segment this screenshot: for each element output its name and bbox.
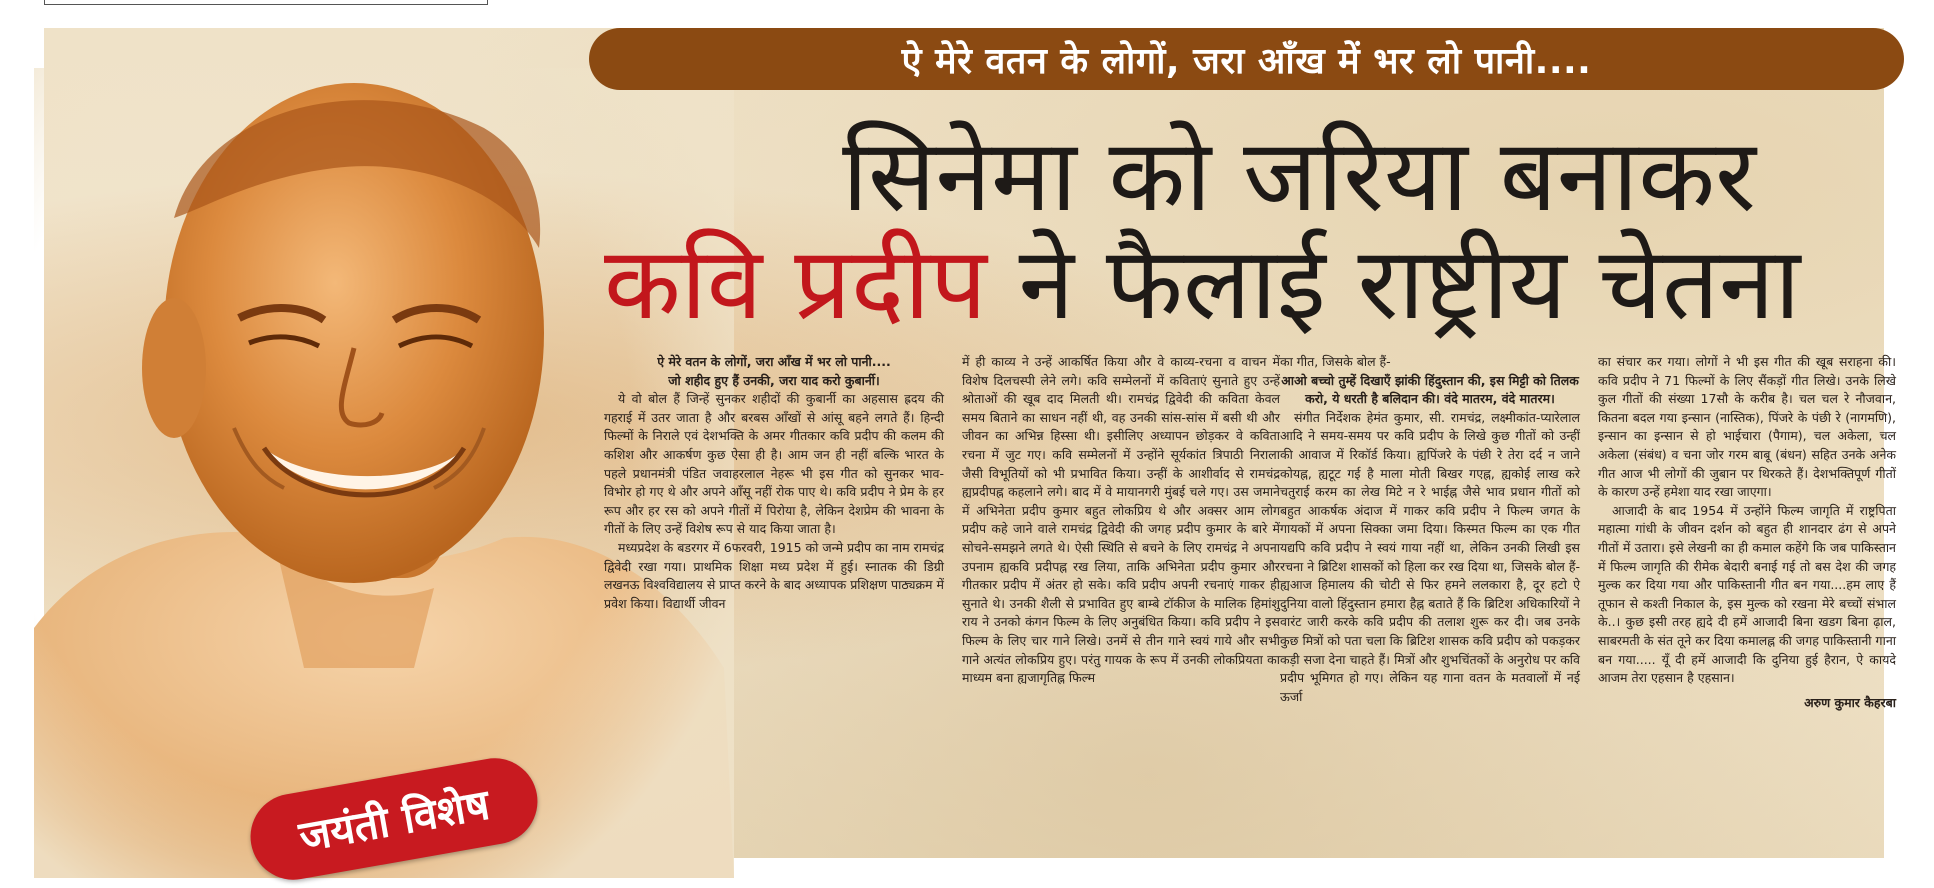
paragraph: मध्यप्रदेश के बडरगर में 6फरवरी, 1915 को जन्मे प्रदीप का नाम रामचंद्र द्विवेदी रखा गया। प्राथमिक शिक्षा मध्य प्रदेश में हुई। स्नातक की डिग्री लखनऊ विश्वविद्यालय से प्राप्त करने के बाद अध्यापक प्रशिक्षण पाठ्यक्रम में प्रवेश किया। विद्यार्थी जीवन (604, 539, 944, 611)
headline-rest: ने फैलाई राष्ट्रीय चेतना (986, 225, 1801, 342)
paragraph: आजादी के बाद 1954 में उन्होंने फिल्म जागृति में राष्ट्रपिता महात्मा गांधी के जीवन दर्शन को बहुत ही शानदार ढंग से अपने गीतों में उतारा। इसे लेखनी का ही कमाल कहेंगे कि जब पाकिस्तान में फिल्म जागृति की रीमेक बेदारी बनाई गई तो बस देश की जगह मुल्क कर दिया गया और पाकिस्तानी गीत बन गया....हम लाए हैं तूफान से कश्ती निकाल के, इस मुल्क को रखना मेरे बच्चों संभाल के..। कुछ इसी तरह ह्यदे दी हमें आजादी बिना खडग बिना ढ़ाल, साबरमती के संत तूने कर दिया कमालह्न की जगह पाकिस्तानी गाना बन गया..... यूँ दी हमें आजादी कि दुनिया हुई हैरान, ऐ कायदे आजम तेरा एहसान है एहसान। (1598, 502, 1896, 686)
top-banner: ऐ मेरे वतन के लोगों, जरा आँख में भर लो पानी.... (589, 28, 1904, 90)
article-column-3 (1280, 353, 1580, 888)
jayanti-vishesh-badge: जयंती विशेष (244, 751, 545, 886)
headline-line-1: सिनेमा को जरिया बनाकर (842, 117, 1756, 234)
song-quote: आओ बच्चो तुम्हें दिखाएँ झांकी हिंदुस्तान की, इस मिट्टी को तिलक करो, ये धरती है बलिदान की। वंदे मातरम, वंदे मातरम। (1281, 372, 1579, 407)
lead-quote-2: जो शहीद हुए हैं उनकी, जरा याद करो कुबार्नी। (668, 372, 880, 388)
paragraph: में ही काव्य ने उन्हें आकर्षित किया और वे काव्य-रचना व वाचन में विशेष दिलचस्पी लेने लगे। कवि सम्मेलनों में कविताएं सुनाते हुए उन्हें श्रोताओं की खूब दाद मिलती थी। रामचंद्र द्विवेदी की कविता केवल समय बिताने का साधन नहीं थी, वह उनकी सांस-सांस में बसी थी और जीवन का अभिन्न हिस्सा थी। इसीलिए अध्यापन छोड़कर वे कविता रचना में जुट गए। कवि सम्मेलनों में उन्होंने सूर्यकांत त्रिपाठी निराला जैसी विभूतियों को भी प्रभावित किया। उन्हीं के आशीर्वाद से रामचंद्र ह्यप्रदीपह्न कहलाने लगे। बाद में वे मायानगरी मुंबई चले गए। उस जमाने में अभिनेता प्रदीप कुमार बहुत लोकप्रिय थे और अक्सर आम लोग प्रदीप कहे जाने वाले रामचंद्र द्विवेदी की जगह प्रदीप कुमार के बारे में सोचने-समझने लगते थे। ऐसी स्थिति से बचने के लिए रामचंद्र ने अपना उपनाम ह्यकवि प्रदीपह्न रख लिया, ताकि अभिनेता प्रदीप कुमार और गीतकार प्रदीप में अंतर हो सके। कवि प्रदीप अपनी रचनाएं गाकर ही सुनाते थे। उनकी शैली से प्रभावित हुए बाम्बे टॉकीज के मालिक हिमांशु राय ने उनको कंगन फिल्म के लिए अनुबंधित किया। कवि प्रदीप ने इस फिल्म के लिए चार गाने लिखे। उनमें से तीन गाने स्वयं गाये और सभी गाने अत्यंत लोकप्रिय हुए। परंतु गायक के रूप में उनकी लोकप्रियता का माध्यम बना ह्यजागृतिह्न फिल्म (962, 354, 1280, 686)
paragraph: संगीत निर्देशक हेमंत कुमार, सी. रामचंद्र, लक्ष्मीकांत-प्यारेलाल आदि ने समय-समय पर कवि प्रदीप के लिखे कुछ गीतों को उन्हीं की आवाज में रिकॉर्ड किया। ह्यपिंजरे के पंछी रे तेरा दर्द न जाने कोयह्न, ह्यटूट गई है माला मोती बिखर गएह्न, ह्यकोई लाख करे चतुराई करम का लेख मिटे न रे भाईह्न जैसे भाव प्रधान गीतों को बहुत आकर्षक अंदाज में गाकर कवि प्रदीप ने फिल्म जगत के गायकों में अपना सिक्का जमा दिया। किस्मत फिल्म का एक गीत यद्यपि कवि प्रदीप ने स्वयं गाया नहीं था, लेकिन उनकी लिखी इस रचना ने ब्रिटिश शासकों को हिला कर रख दिया था, जिसके बोल हैं- ह्यआज हिमालय की चोटी से फिर हमने ललकारा है, दूर हटो ऐ दुनिया वालो हिंदुस्तान हमारा हैह्न बताते हैं कि ब्रिटिश अधिकारियों ने वारंट जारी करके कवि प्रदीप की तलाश शुरू कर दी। जब उनके कुछ मित्रों को पता चला कि ब्रिटिश शासक कवि प्रदीप को पकड़कर कड़ी सजा देना चाहते हैं। मित्रों और शुभचिंतकों के अनुरोध पर कवि प्रदीप भूमिगत हो गए। लेकिन यह गाना वतन के मतवालों में नई ऊर्जा (1280, 409, 1580, 704)
paragraph: का संचार कर गया। लोगों ने भी इस गीत की खूब सराहना की। कवि प्रदीप ने 71 फिल्मों के लिए सैंकड़ों गीत लिखे। उनके लिखे कुल गीतों की संख्या 17सौ के करीब है। चल चल रे नौजवान, कितना बदल गया इन्सान (नास्तिक), पिंजरे के पंछी रे (नागमणि), इन्सान का इन्सान से हो भाईचारा (पैगाम), चल अकेला, चल अकेला (संबंध) व चना जोर गरम बाबू (बंधन) सहित उनके अनेक गीत आज भी लोगों की जुबान पर थिरकते हैं। देशभक्तिपूर्ण गीतों के कारण उन्हें हमेशा याद रखा जाएगा। (1598, 354, 1896, 500)
newspaper-page (44, 28, 1896, 861)
header-box-outline (44, 0, 488, 5)
lead-quote-1: ऐ मेरे वतन के लोगों, जरा आँख में भर लो पानी.... (657, 354, 891, 369)
article-column-2 (962, 353, 1280, 888)
article-column-4 (1598, 353, 1896, 888)
paragraph: ये वो बोल हैं जिन्हें सुनकर शहीदों की कुबार्नी का अहसास ह्रदय की गहराई में उतर जाता है और बरबस आँखों से आंसू बहने लगते हैं। हिन्दी फिल्मों के निराले एवं देशभक्ति के अमर गीतकार कवि प्रदीप की कलम की कशिश और आकर्षण कुछ ऐसा ही है। आम जन ही नहीं बल्कि भारत के पहले प्रधानमंत्री पंडित जवाहरलाल नेहरू भी इस गीत को सुनकर भाव-विभोर हो गए थे और अपने आँसू नहीं रोक पाए थे। कवि प्रदीप ने प्रेम के हर रूप और हर रस को अपने गीतों में पिरोया है, लेकिन देशप्रेम की भावना के गीतों के लिए उन्हें विशेष रूप से याद किया जाता है। (604, 391, 944, 537)
article-column-1 (604, 353, 944, 888)
headline-highlight: कवि प्रदीप (604, 225, 987, 342)
headline-line-2 (604, 224, 1934, 344)
paragraph: का गीत, जिसके बोल हैं- (1280, 354, 1391, 369)
author-byline: अरुण कुमार कैहरबा (1804, 694, 1896, 710)
